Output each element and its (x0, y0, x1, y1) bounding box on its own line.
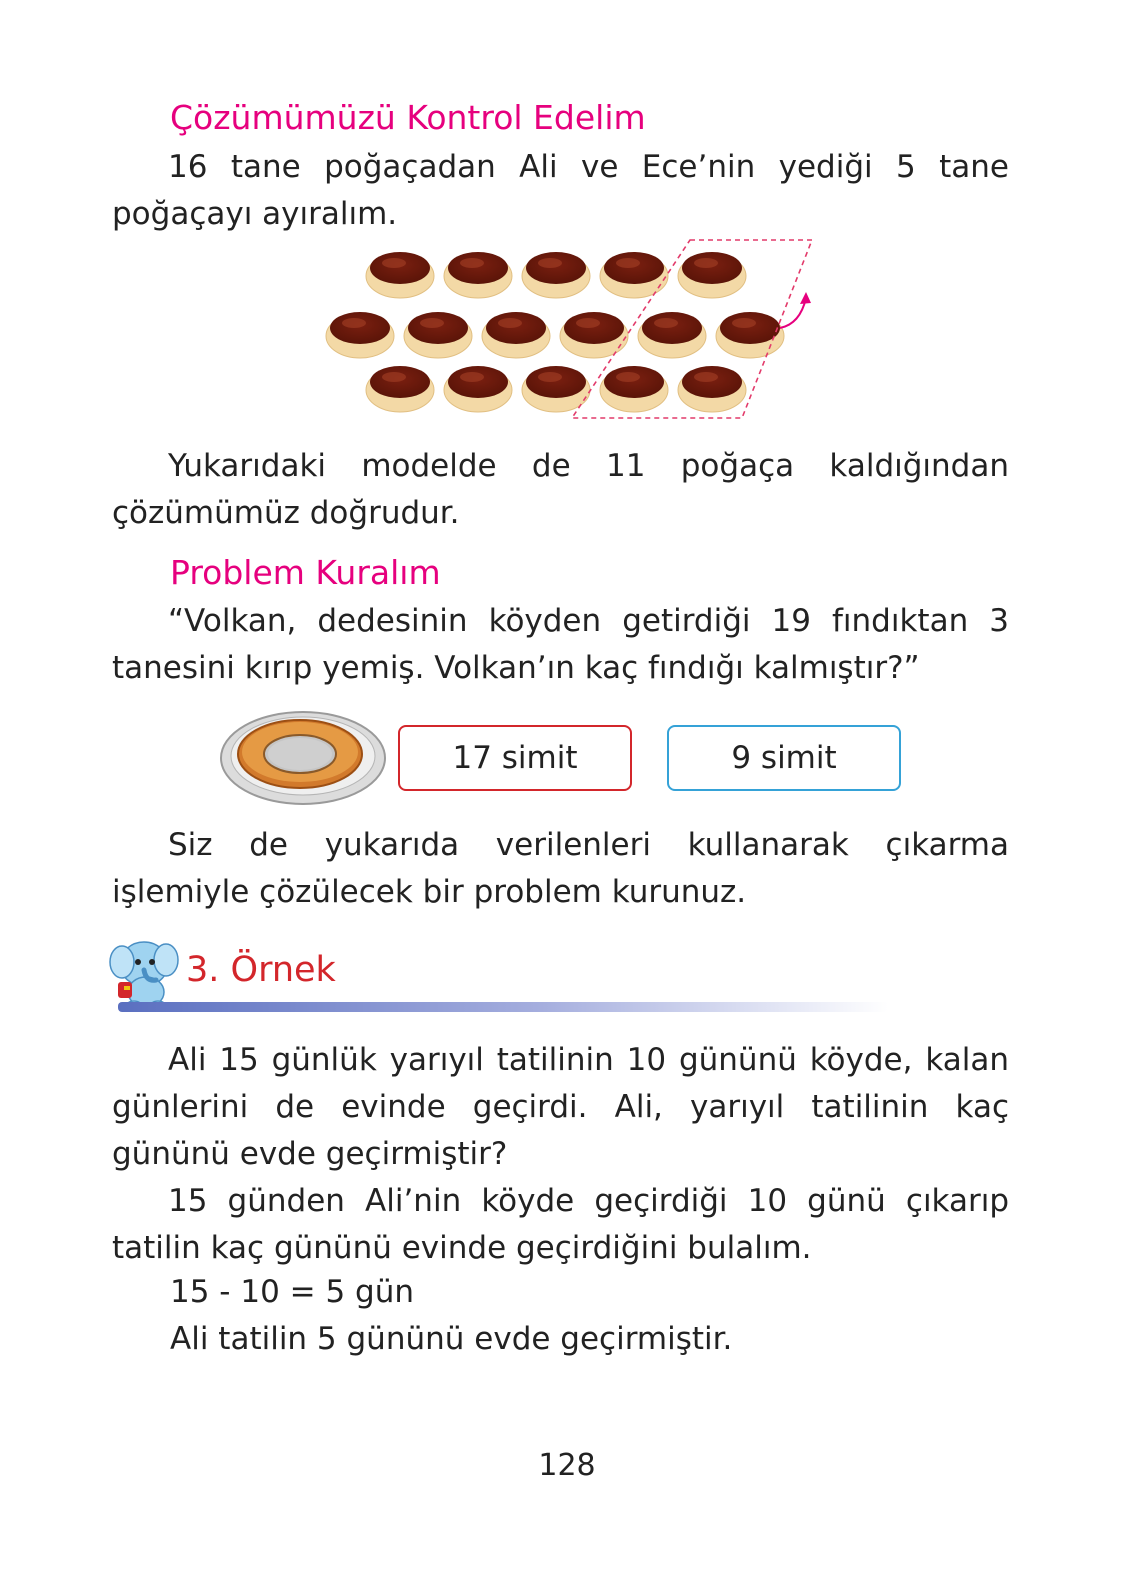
paragraph-conclusion (112, 443, 1009, 537)
paragraph-ali-problem (112, 1037, 1009, 1178)
paragraph-separate-pogaca (112, 144, 1009, 238)
section-heading-problem: Problem Kuralım (170, 553, 441, 592)
answer-line: Ali tatilin 5 gününü evde geçirmiştir. (170, 1321, 733, 1357)
pogaca-model-illustration (320, 232, 820, 422)
pogaca-group (326, 252, 784, 412)
paragraph-text: Siz de yukarıda verilenleri kullanarak çıkarma işlemiyle çözülecek bir problem kurunuz. (112, 827, 1009, 910)
pogaca-icon (600, 366, 668, 412)
paragraph-ali-explanation (112, 1178, 1009, 1272)
paragraph-text: 15 günden Ali’nin köyde geçirdiği 10 günü çıkarıp tatilin kaç gününü evinde geçirdiğini bulalım. (112, 1183, 1009, 1266)
example-title-underline (118, 1002, 888, 1012)
pogaca-icon (716, 312, 784, 358)
simit-box-9: 9 simit (667, 725, 901, 791)
paragraph-text: Yukarıdaki modelde de 11 poğaça kaldığından çözümümüz doğrudur. (112, 448, 1009, 531)
section-heading-check: Çözümümüzü Kontrol Edelim (170, 98, 646, 137)
paragraph-volkan-problem (112, 598, 1009, 692)
pogaca-icon (482, 312, 550, 358)
pogaca-icon (600, 252, 668, 298)
pogaca-icon (366, 252, 434, 298)
pogaca-icon (678, 366, 746, 412)
pogaca-icon (522, 252, 590, 298)
paragraph-text: 16 tane poğaçadan Ali ve Ece’nin yediği 5 tane poğaçayı ayıralım. (112, 149, 1009, 232)
pogaca-icon (326, 312, 394, 358)
pogaca-icon (366, 366, 434, 412)
simit-plate-illustration (218, 706, 388, 806)
page-number: 128 (538, 1448, 596, 1483)
pogaca-icon (560, 312, 628, 358)
paragraph-text: “Volkan, dedesinin köyden getirdiği 19 fındıktan 3 tanesini kırıp yemiş. Volkan’ın kaç fındığı kalmıştır?” (112, 603, 1009, 686)
pogaca-icon (444, 252, 512, 298)
simit-box-17: 17 simit (398, 725, 632, 791)
pogaca-icon (678, 252, 746, 298)
example-title: 3. Örnek (186, 950, 336, 990)
pogaca-icon (638, 312, 706, 358)
pogaca-icon (404, 312, 472, 358)
elephant-mascot-icon (108, 934, 186, 1012)
pogaca-icon (444, 366, 512, 412)
arrow-head-icon (800, 292, 811, 304)
paragraph-text: Ali 15 günlük yarıyıl tatilinin 10 gününü köyde, kalan günlerini de evinde geçirdi. Ali, yarıyıl tatilinin kaç gününü evde geçirmiştir? (112, 1042, 1009, 1172)
equation-line: 15 - 10 = 5 gün (170, 1274, 415, 1310)
paragraph-instruction (112, 822, 1009, 916)
